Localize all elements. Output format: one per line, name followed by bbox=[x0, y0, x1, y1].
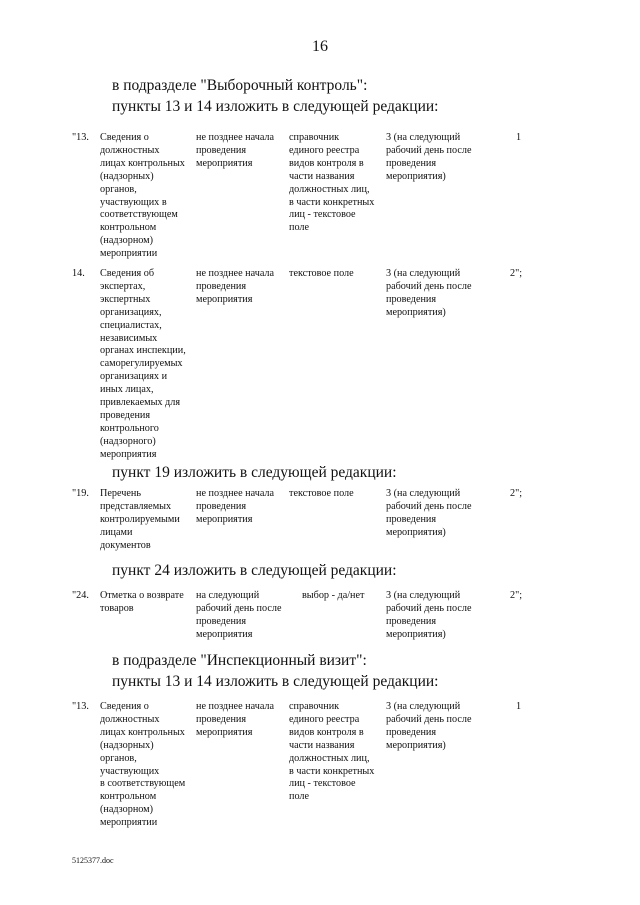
row-term: не позднее начала проведения мероприятия bbox=[196, 268, 275, 305]
items-heading-13-14: пункты 13 и 14 изложить в следующей редакции: bbox=[112, 98, 439, 115]
row-name: Отметка о возврате товаров bbox=[100, 590, 184, 614]
row-quantity: 1 bbox=[516, 701, 522, 712]
row-name: Перечень представляемых контролируемыми лицами документов bbox=[100, 488, 180, 551]
row-number: "13. bbox=[72, 701, 89, 712]
section-heading-inspection-visit: в подразделе "Инспекционный визит": bbox=[112, 652, 367, 669]
row-term: не позднее начала проведения мероприятия bbox=[196, 488, 275, 525]
row-number: "19. bbox=[72, 488, 89, 499]
row-term: не позднее начала проведения мероприятия bbox=[196, 701, 275, 738]
row-number: "13. bbox=[72, 132, 89, 143]
section-heading-selective-control: в подразделе "Выборочный контроль": bbox=[112, 77, 368, 94]
row-period: 3 (на следующий рабочий день после проведения мероприятия) bbox=[386, 701, 472, 751]
row-period: 3 (на следующий рабочий день после проведения мероприятия) bbox=[386, 488, 472, 538]
row-term: не позднее начала проведения мероприятия bbox=[196, 132, 275, 169]
items-heading-13-14: пункты 13 и 14 изложить в следующей редакции: bbox=[112, 673, 439, 690]
row-quantity: 1 bbox=[516, 132, 522, 143]
row-number: "24. bbox=[72, 590, 89, 601]
item-heading-19: пункт 19 изложить в следующей редакции: bbox=[112, 464, 397, 481]
row-quantity: 2"; bbox=[510, 268, 523, 279]
row-source: выбор - да/нет bbox=[302, 590, 365, 601]
document-filename: 5125377.doc bbox=[72, 856, 114, 865]
page-number: 16 bbox=[312, 38, 328, 55]
row-period: 3 (на следующий рабочий день после проведения мероприятия) bbox=[386, 268, 472, 318]
row-period: 3 (на следующий рабочий день после проведения мероприятия) bbox=[386, 132, 472, 182]
row-quantity: 2"; bbox=[510, 488, 523, 499]
row-quantity: 2"; bbox=[510, 590, 523, 601]
row-name: Сведения о должностных лицах контрольных (надзорных) органов, участвующих в соответствующем контрольном (надзорном) мероприятии bbox=[100, 132, 185, 260]
item-heading-24: пункт 24 изложить в следующей редакции: bbox=[112, 562, 397, 579]
row-name: Сведения об экспертах, экспертных организациях, специалистах, независимых органах инспекции, саморегулируемых организациях и иных лицах, привлекаемых для проведения контрольного (надзорного) мероприятия bbox=[100, 268, 186, 460]
row-source: текстовое поле bbox=[289, 268, 354, 279]
row-number: 14. bbox=[72, 268, 85, 279]
row-source: справочник единого реестра видов контроля в части названия должностных лиц, в части конкретных лиц - текстовое поле bbox=[289, 132, 375, 234]
row-source: справочник единого реестра видов контроля в части названия должностных лиц, в части конкретных лиц - текстовое поле bbox=[289, 701, 375, 803]
row-term: на следующий рабочий день после проведения мероприятия bbox=[196, 590, 282, 640]
row-period: 3 (на следующий рабочий день после проведения мероприятия) bbox=[386, 590, 472, 640]
row-name: Сведения о должностных лицах контрольных (надзорных) органов, участвующих в соответствующем контрольном (надзорном) мероприятии bbox=[100, 701, 186, 829]
row-source: текстовое поле bbox=[289, 488, 354, 499]
